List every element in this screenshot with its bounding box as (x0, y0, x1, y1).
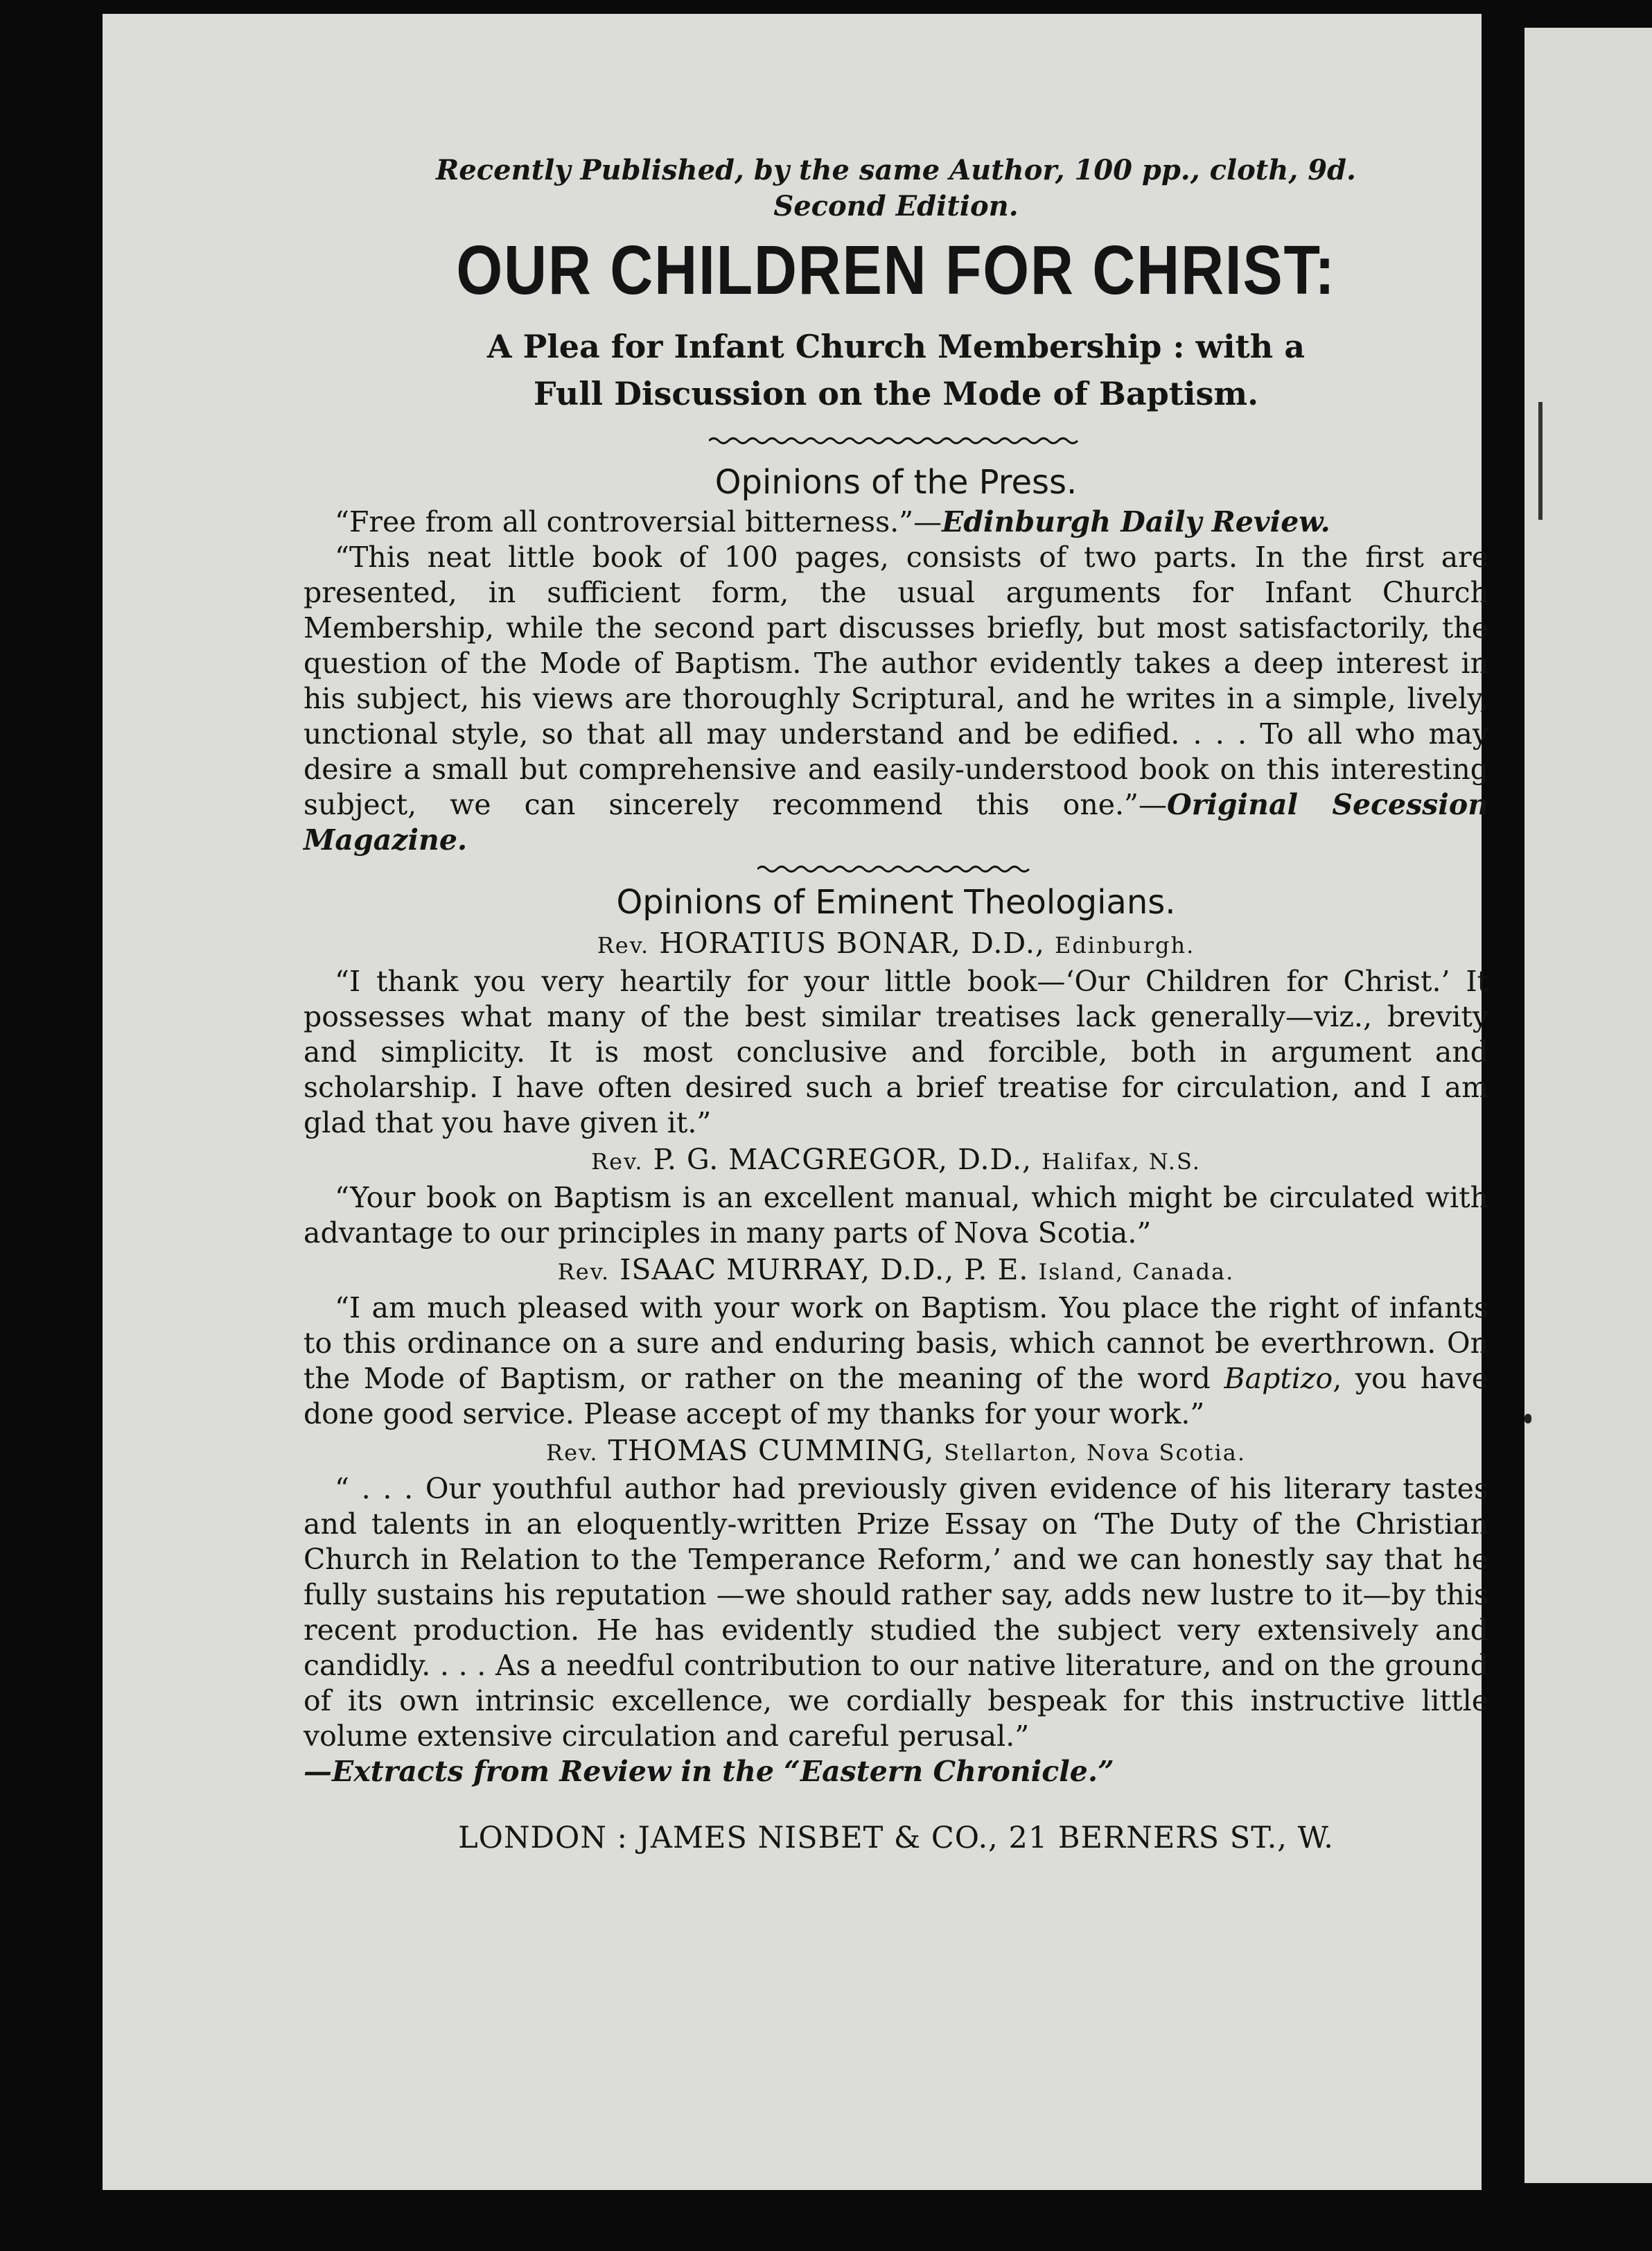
reviewer-macgregor-place: Halifax, N.S. (1042, 1148, 1201, 1175)
reviewer-murray-rev: Rev. (557, 1259, 610, 1285)
advertisement (304, 152, 1488, 1859)
page-edge-mark (1538, 402, 1543, 520)
reviewer-macgregor-rev: Rev. (591, 1148, 644, 1175)
murray-quote-b: , you have done good service. Please accept of my thanks for your work.” (304, 1362, 1488, 1430)
wavy-divider-2 (757, 864, 1035, 875)
publication-notice-line2: Second Edition. (773, 190, 1019, 222)
adjacent-page-edge (1524, 28, 1652, 2183)
subtitle-line2: Full Discussion on the Mode of Baptism. (533, 375, 1259, 412)
macgregor-quote: “Your book on Baptism is an excellent manual, which might be circulated with advantage to our principles in many parts of Nova Scotia.” (304, 1181, 1488, 1250)
press-quote-2-text: “This neat little book of 100 pages, consists of two parts. In the first are presented, in sufficient form, the usual arguments for Infant Church Membership, while the second part discusses briefly, but most satisfactorily, the question of the Mode of Baptism. The author evidently takes a deep interest in his subject, his views are thoroughly Scriptural, and he writes in a simple, lively, unctional style, so that all may understand and be edified. . . . To all who may desire a small but comprehensive and easily-understood book on this interesting subject, we can sincerely recommend this one.”— (304, 541, 1488, 821)
murray-quote-a: “I am much pleased with your work on Baptism. You place the right of infants to this ordinance on a sure and enduring basis, which cannot be everthrown. On the Mode of Baptism, or rather on the meaning of the word (304, 1291, 1488, 1395)
press-heading: Opinions of the Press. (714, 463, 1078, 502)
reviewer-bonar-rev: Rev. (597, 932, 650, 958)
cumming-quote: “ . . . Our youthful author had previously given evidence of his literary tastes and talents in an eloquently-written Prize Essay on ‘The Duty of the Christian Church in Relation to the Temperance Reform,’ and we can honestly say that he fully sustains his reputation —we should rather say, adds new lustre to it—by this recent production. He has evidently studied the subject very extensively and candidly. . . . As a needful contribution to our native literature, and on the ground of its own intrinsic excellence, we cordially bespeak for this instructive little volume extensive circulation and careful perusal.” (304, 1472, 1488, 1753)
page-edge-dot (1524, 1414, 1531, 1424)
reviewer-macgregor-name: P. G. MACGREGOR, D.D., (653, 1143, 1032, 1176)
press-quote-2 (304, 540, 1488, 858)
reviewer-murray (304, 1251, 1488, 1290)
reviewer-cumming-place: Stellarton, Nova Scotia. (944, 1439, 1246, 1466)
reviewer-murray-name: ISAAC MURRAY, D.D., P. E. (620, 1253, 1029, 1286)
theologians-heading: Opinions of Eminent Theologians. (616, 883, 1176, 922)
subtitle-line1: A Plea for Infant Church Membership : with a (486, 328, 1306, 365)
press-quote-1-text: “Free from all controversial bitterness.”— (335, 505, 942, 538)
reviewer-bonar (304, 925, 1488, 964)
reviewer-murray-place: Island, Canada. (1038, 1259, 1235, 1285)
press-quote-1 (304, 505, 1488, 540)
publisher-imprint: LONDON : JAMES NISBET & CO., 21 BERNERS ST., W. (458, 1821, 1334, 1855)
publication-notice (304, 152, 1488, 225)
press-quote-1-source: Edinburgh Daily Review. (942, 505, 1330, 538)
reviewer-cumming-name: THOMAS CUMMING, (608, 1434, 935, 1467)
cumming-quote-source: —Extracts from Review in the “Eastern Chronicle.” (304, 1755, 1114, 1788)
reviewer-bonar-place: Edinburgh. (1054, 932, 1195, 958)
book-subtitle (304, 323, 1488, 417)
press-quote-2-source: Original Secession Magazine. (304, 788, 1488, 857)
book-title: OUR CHILDREN FOR CHRIST: (456, 231, 1336, 309)
reviewer-cumming (304, 1432, 1488, 1471)
murray-quote (304, 1290, 1488, 1432)
reviewer-bonar-name: HORATIUS BONAR, D.D., (659, 927, 1045, 960)
publication-notice-line1: Recently Published, by the same Author, 100 pp., cloth, 9d. (436, 154, 1356, 186)
murray-quote-word: Baptizo (1224, 1362, 1333, 1395)
scanned-page (103, 14, 1488, 2190)
wavy-divider (709, 435, 1083, 446)
reviewer-macgregor (304, 1141, 1488, 1180)
bonar-quote: “I thank you very heartily for your little book—‘Our Children for Christ.’ It possesses what many of the best similar treatises lack generally—viz., brevity and simplicity. It is most conclusive and forcible, both in argument and scholarship. I have often desired such a brief treatise for circulation, and I am glad that you have given it.” (304, 965, 1488, 1139)
reviewer-cumming-rev: Rev. (546, 1439, 599, 1466)
